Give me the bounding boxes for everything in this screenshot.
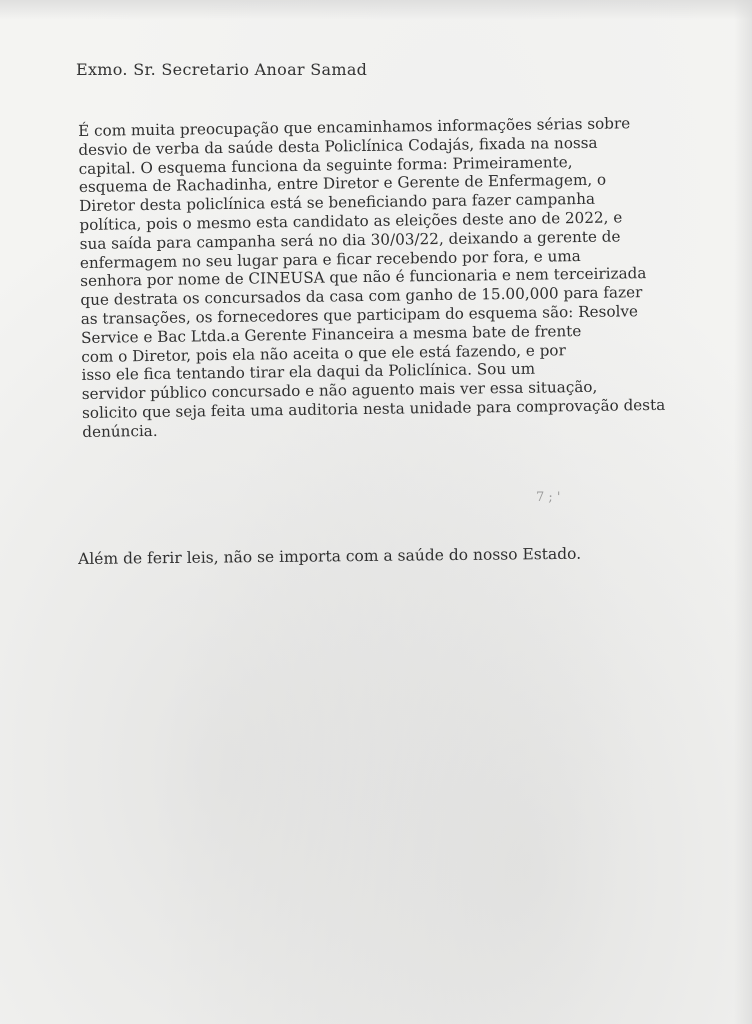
salutation: Exmo. Sr. Secretario Anoar Samad [76,60,368,79]
body-line: É com muita preocupação que encaminhamos informações sérias sobre [78,114,631,140]
body-line: capital. O esquema funciona da seguinte forma: Primeiramente, [78,152,573,178]
body-line: que destrata os concursados da casa com ganho de 15.00,000 para fazer [80,283,643,310]
letter-body [78,113,698,441]
body-line: denúncia. [82,421,158,441]
body-line: Diretor desta policlínica está se beneficiando para fazer campanha [79,189,596,216]
body-line: desvio de verba da saúde desta Policlínica Codajás, fixada na nossa [78,133,598,159]
body-line: Service e Bac Ltda.a Gerente Financeira a mesma bate de frente [80,321,582,347]
body-line: as transações, os fornecedores que participam do esquema são: Resolve [80,302,639,328]
body-line: servidor público concursado e não aguento mais ver essa situação, [81,377,598,404]
stray-marks: 7 ; ' [536,490,561,505]
body-line: senhora por nome de CINEUSA que não é funcionaria e nem terceirizada [80,264,647,291]
body-line: enfermagem no seu lugar para e ficar recebendo por fora, e uma [79,246,581,272]
body-line: solicito que seja feita uma auditoria nesta unidade para comprovação desta [81,395,666,422]
body-line: sua saída para campanha será no dia 30/03/22, deixando a gerente de [79,227,621,253]
body-line: isso ele fica tentando tirar ela daqui da Policlínica. Sou um [81,360,536,385]
body-line: política, pois o mesmo esta candidato as eleições deste ano de 2022, e [79,208,623,234]
scan-right-edge [734,0,752,1024]
body-line: com o Diretor, pois ela não aceita o que ele está fazendo, e por [81,340,566,366]
closing-line: Além de ferir leis, não se importa com a saúde do nosso Estado. [78,544,582,568]
scan-top-edge [0,0,752,20]
body-line: esquema de Rachadinha, entre Diretor e Gerente de Enfermagem, o [78,171,607,197]
